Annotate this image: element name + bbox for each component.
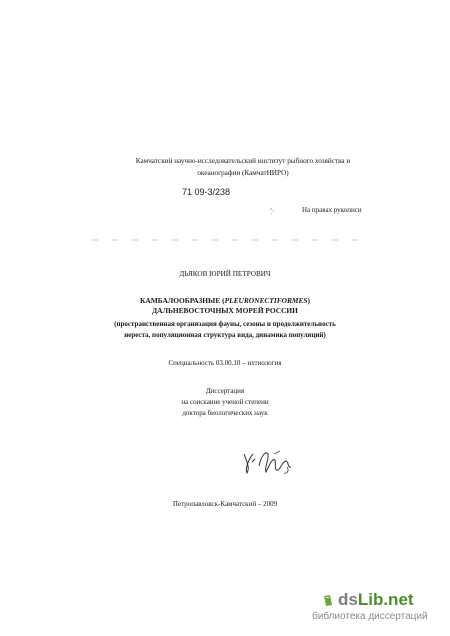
document-code: 71 09-3/238: [182, 187, 231, 197]
book-icon: [322, 594, 334, 608]
title-line-1: [0, 296, 450, 306]
scan-mark: [268, 203, 276, 213]
brand-subtitle: библиотека диссертаций: [312, 611, 428, 622]
rights-note: На правах рукописи: [302, 206, 362, 214]
institute-name: Камчатский научно-исследовательский институт рыбного хозяйства и океанографии (КамчатНИРО): [135, 157, 351, 177]
brand-prefix: ds: [338, 590, 358, 609]
title-latin: PLEURONECTIFORMES: [224, 296, 308, 305]
degree-line-2: на соискание ученой степени: [181, 398, 269, 406]
degree-line-3: доктора биологических наук: [182, 409, 268, 417]
signature-icon: [238, 440, 300, 480]
place-year: Петропавловск-Камчатский – 2009: [172, 500, 278, 508]
specialty: Специальность 03.00.10 – ихтиология: [168, 359, 282, 367]
brand-main: Lib.net: [357, 590, 414, 609]
subtitle-line-2: нереста, популяционная структура вида, динамика популяций): [124, 331, 326, 339]
subtitle-line-1: (пространственная организация фауны, сезоны и продолжительность: [114, 320, 336, 328]
author-name: ДЬЯКОВ ЮРИЙ ПЕТРОВИЧ: [179, 270, 271, 278]
title-line-2: ДАЛЬНЕВОСТОЧНЫХ МОРЕЙ РОССИИ: [152, 306, 298, 315]
title-prefix: КАМБАЛООБРАЗНЫЕ (: [140, 296, 225, 305]
title-suffix: ): [307, 296, 310, 305]
degree-line-1: Диссертация: [205, 387, 245, 395]
scan-dash-line: [92, 228, 362, 230]
dslib-watermark: [312, 590, 446, 626]
